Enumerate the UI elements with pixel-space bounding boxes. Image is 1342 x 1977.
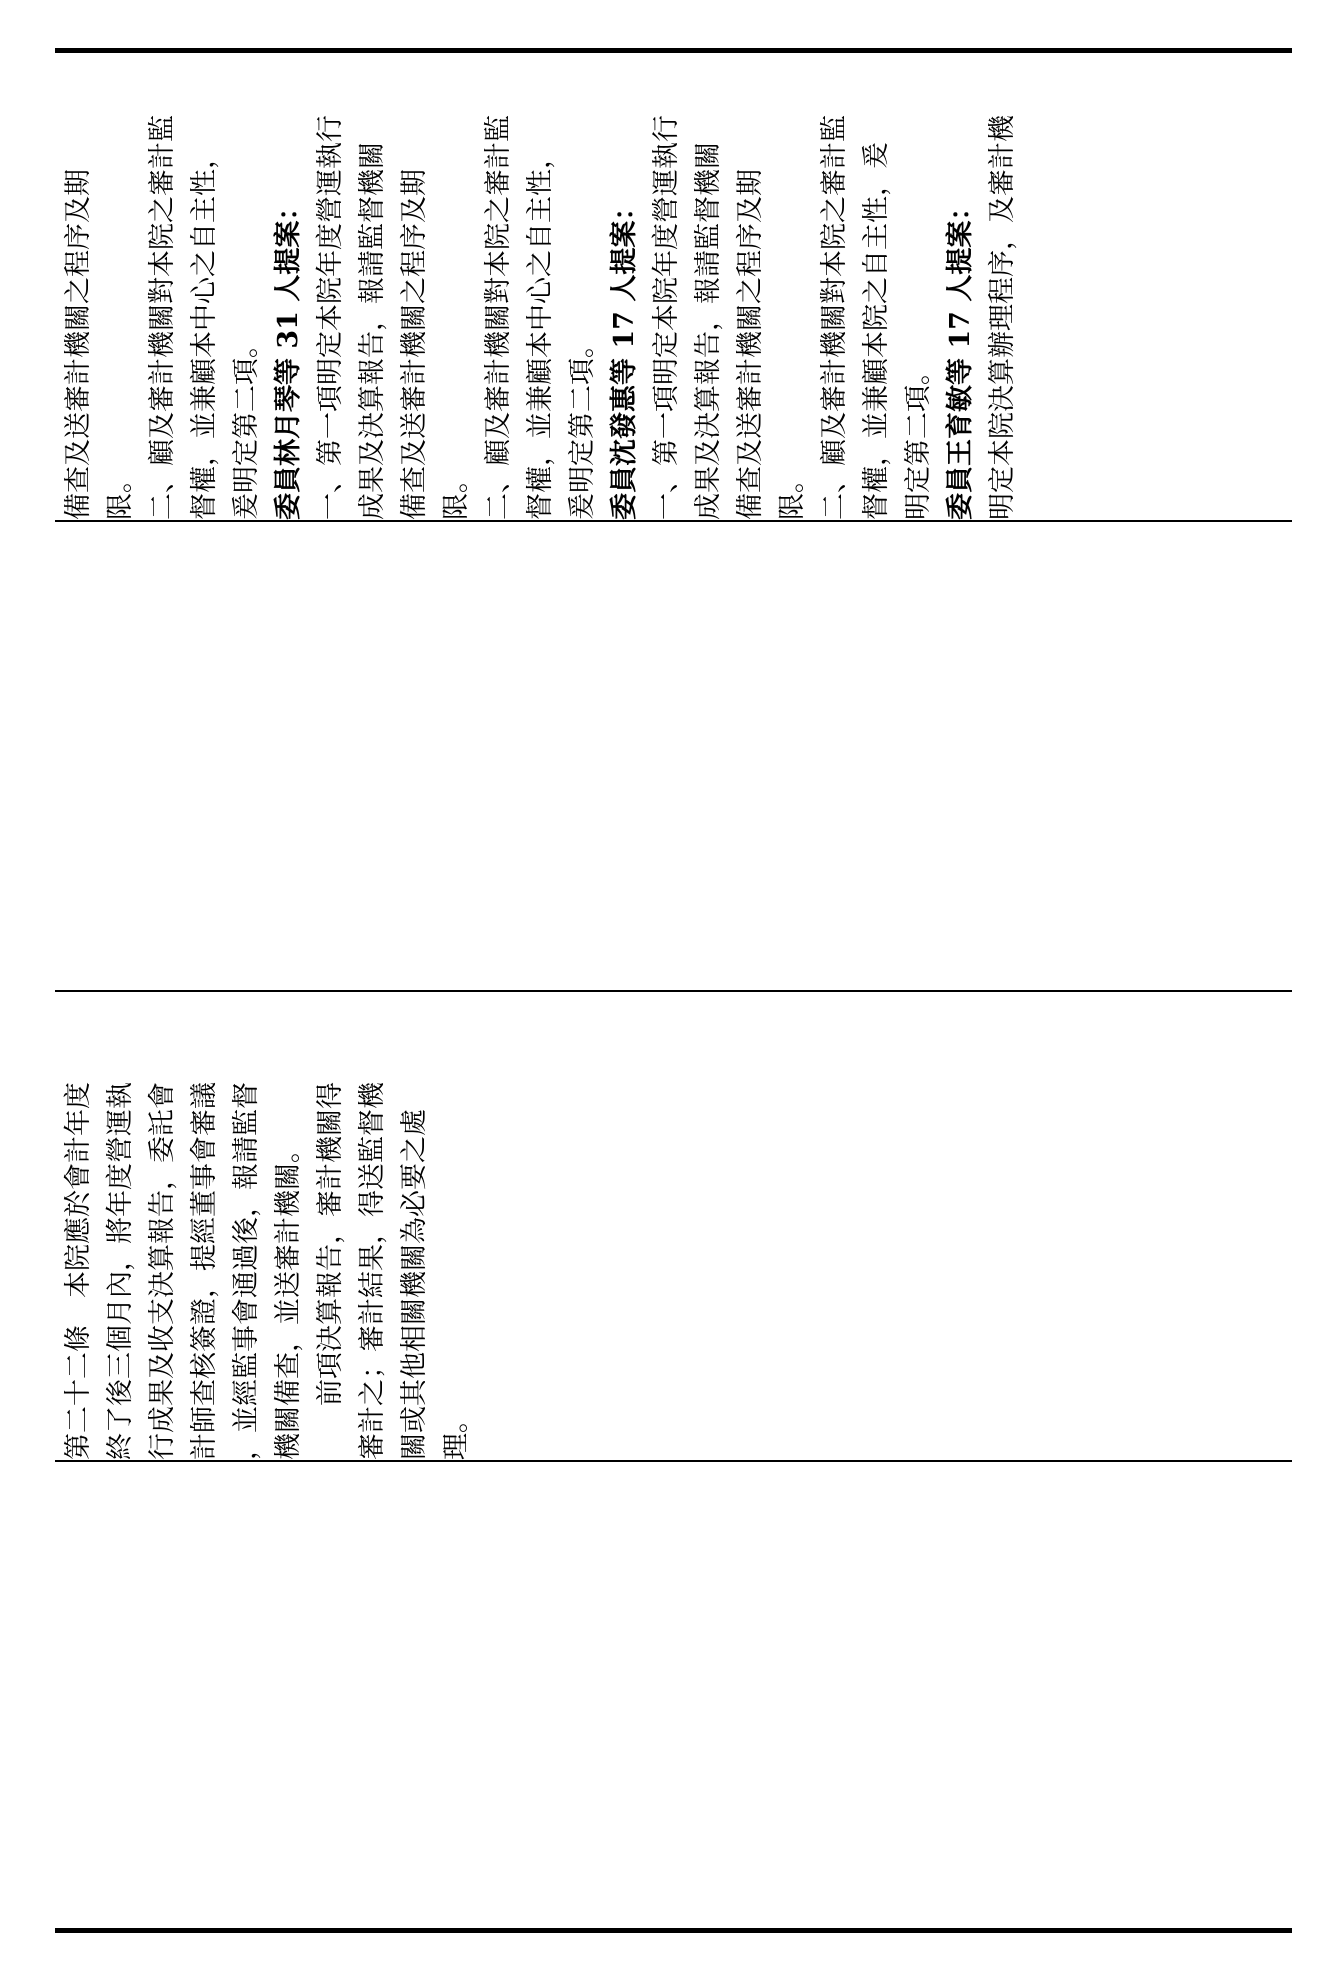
text-line: 二、顧及審計機關對本院之審計監: [147, 115, 178, 520]
text-line: 明定本院決算辦理程序，及審計機: [987, 115, 1018, 520]
text-line: 一、第一項明定本院年度營運執行: [651, 115, 682, 520]
text-line: 明定第二項。: [903, 358, 934, 520]
article-line: 關或其他相關機關為必要之處: [399, 1109, 430, 1460]
article-line: 終了後三個月內，將年度營運執: [105, 1082, 136, 1460]
text-line: 限。: [441, 466, 472, 520]
text-line: 限。: [105, 466, 136, 520]
text-line: 爰明定第二項。: [567, 331, 598, 520]
text-line: 成果及決算報告，報請監督機關: [357, 142, 388, 520]
upper-section-rule: [55, 520, 1292, 522]
text-line: 備查及送審計機關之程序及期: [735, 169, 766, 520]
article-line: ，並經監事會通過後，報請監督: [231, 1082, 262, 1460]
article-line: 理。: [441, 1406, 472, 1460]
text-line: 一、第一項明定本院年度營運執行: [315, 115, 346, 520]
text-line: 備查及送審計機關之程序及期: [399, 169, 430, 520]
text-line: 二、顧及審計機關對本院之審計監: [819, 115, 850, 520]
article-line: 前項決算報告，審計機關得: [315, 1082, 346, 1460]
explanation-panel: [58, 60, 1024, 520]
text-line: 成果及決算報告，報請監督機關: [693, 142, 724, 520]
bottom-rule: [55, 1928, 1292, 1933]
text-line: 督權，並兼顧本中心之自主性，: [189, 142, 220, 520]
text-line: 督權，並兼顧本中心之自主性，: [525, 142, 556, 520]
text-line: 限。: [777, 466, 808, 520]
article-panel: [58, 990, 478, 1460]
text-line: 備查及送審計機關之程序及期: [63, 169, 94, 520]
proposer-heading: 委員林月琴等 31 人提案：: [273, 193, 304, 520]
text-line: 督權，並兼顧本院之自主性，爰: [861, 142, 892, 520]
article-line: 行成果及收支決算報告，委託會: [147, 1082, 178, 1460]
article-line: 審計之；審計結果，得送監督機: [357, 1082, 388, 1460]
article-line: 計師查核簽證，提經董事會審議: [189, 1082, 220, 1460]
text-line: 二、顧及審計機關對本院之審計監: [483, 115, 514, 520]
text-line: 爰明定第二項。: [231, 331, 262, 520]
proposer-heading: 委員沈發惠等 17 人提案：: [609, 193, 640, 520]
proposer-heading: 委員王育敏等 17 人提案：: [945, 193, 976, 520]
top-rule: [55, 48, 1292, 53]
article-line: 機關備查，並送審計機關。: [273, 1136, 304, 1460]
article-line: 第二十二條 本院應於會計年度: [63, 1082, 94, 1460]
lower-section-rule: [55, 1460, 1292, 1462]
